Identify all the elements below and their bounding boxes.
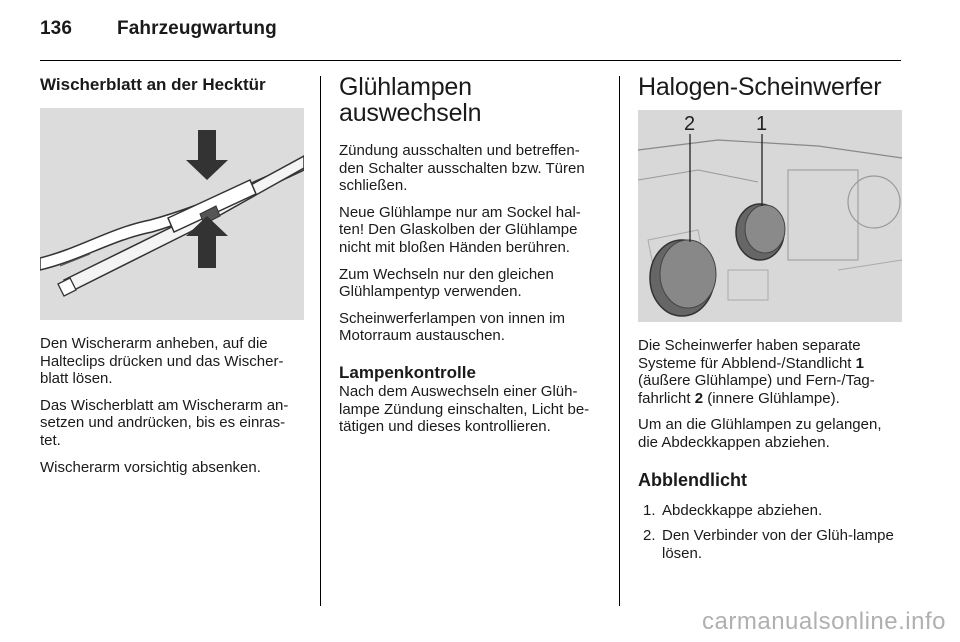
- subheading-lamp-check: Lampenkontrolle: [339, 362, 476, 382]
- list-item: [638, 527, 902, 562]
- paragraph: Zum Wechseln nur den gleichen Glühlampentyp verwenden.: [339, 265, 554, 301]
- paragraph: Neue Glühlampe nur am Sockel hal-ten! Den Glaskolben der Glühlampe nicht mit bloßen Händen berühren.: [339, 203, 581, 256]
- page-header: [40, 18, 277, 40]
- paragraph: Scheinwerferlampen von innen im Motorraum austauschen.: [339, 309, 565, 345]
- step-list: [638, 502, 902, 563]
- callout-label-1: 1: [756, 113, 768, 135]
- section-heading-halogen: Halogen-Scheinwerfer: [638, 73, 882, 101]
- headlight-illustration: [638, 110, 902, 322]
- paragraph: Das Wischerblatt am Wischerarm an-setzen und andrücken, bis es einras-tet.: [40, 396, 289, 449]
- list-item: [638, 502, 902, 520]
- paragraph: Um an die Glühlampen zu gelangen, die Abdeckkappen abziehen.: [638, 416, 882, 451]
- paragraph: Nach dem Auswechseln einer Glüh-lampe Zündung einschalten, Licht be-tätigen und dieses kontrollieren.: [339, 382, 590, 436]
- chapter-title: Fahrzeugwartung: [117, 18, 277, 39]
- subheading-low-beam: Abblendlicht: [638, 469, 747, 490]
- column-divider-1: [320, 76, 321, 606]
- column-divider-2: [619, 76, 620, 606]
- section-heading-wiper: Wischerblatt an der Hecktür: [40, 75, 266, 94]
- page-number: 136: [40, 18, 73, 39]
- callout-label-2: 2: [684, 113, 696, 135]
- ref-number: 2: [694, 389, 704, 407]
- wiper-illustration: [40, 108, 304, 320]
- header-rule: [40, 60, 901, 61]
- watermark: carmanualsonline.info: [702, 608, 946, 635]
- paragraph: Zündung ausschalten und betreffen-den Schalter ausschalten bzw. Türen schließen.: [339, 142, 585, 195]
- column-1: [40, 74, 304, 485]
- section-heading-bulbs: Glühlampen auswechseln: [339, 73, 482, 127]
- ref-number: 1: [855, 354, 864, 372]
- step-text: Abdeckkappe abziehen.: [662, 501, 823, 519]
- step-text: Den Verbinder von der Glüh-lampe lösen.: [662, 527, 894, 562]
- text-span: (innere Glühlampe).: [703, 389, 840, 407]
- paragraph: Wischerarm vorsichtig absenken.: [40, 458, 261, 476]
- step-number: 2.: [643, 527, 656, 545]
- step-number: 1.: [643, 501, 656, 519]
- text-span: Die Scheinwerfer haben separate Systeme für Abblend-/Standlicht: [638, 337, 861, 372]
- text-span: (äußere Glühlampe) und Fern-/Tag-fahrlicht: [638, 372, 875, 407]
- column-2: [339, 74, 603, 445]
- column-3: [638, 74, 902, 570]
- paragraph: [638, 337, 902, 407]
- paragraph: Den Wischerarm anheben, auf die Halteclips drücken und das Wischer-blatt lösen.: [40, 335, 284, 388]
